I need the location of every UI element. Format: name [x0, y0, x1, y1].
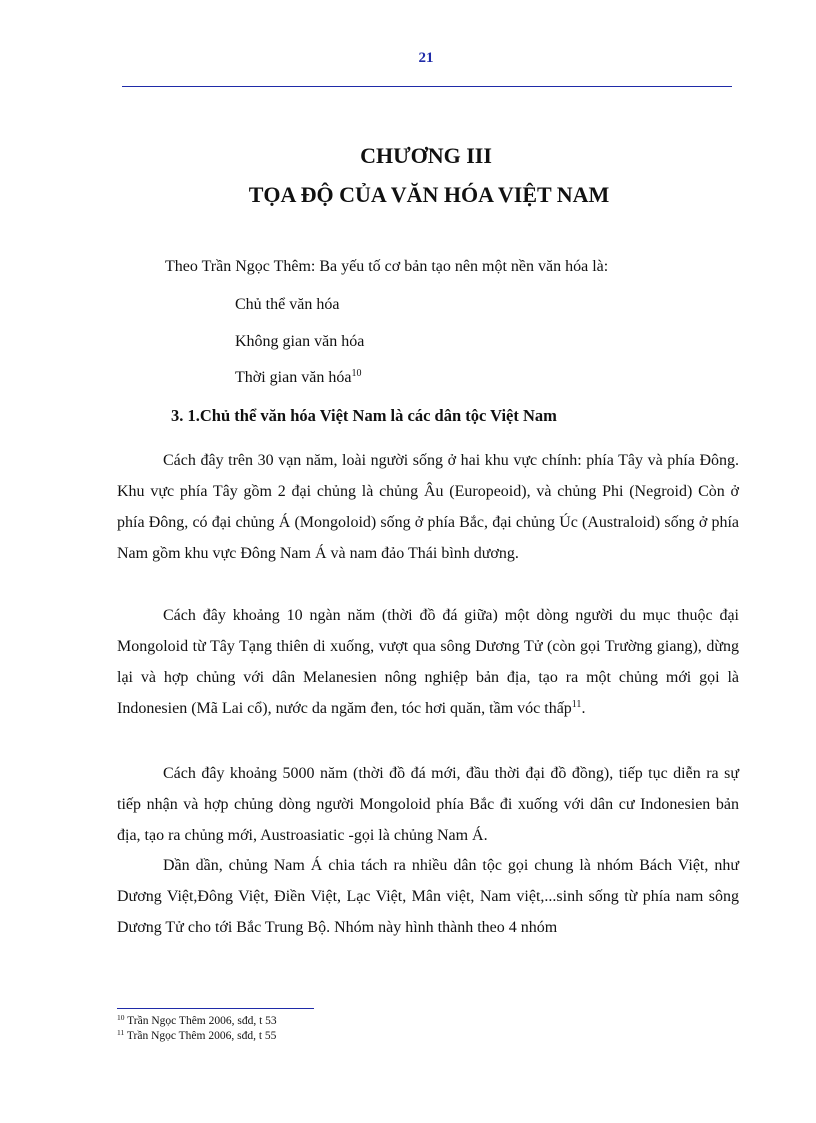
paragraph [117, 600, 739, 724]
footnote-text: Trần Ngọc Thêm 2006, sđd, t 55 [126, 1030, 277, 1042]
list-item-text: Không gian văn hóa [235, 333, 365, 350]
footnote-number: 10 [117, 1013, 125, 1022]
chapter-title: TỌA ĐỘ CỦA VĂN HÓA VIỆT NAM [248, 182, 610, 207]
intro-sentence: Theo Trần Ngọc Thêm: Ba yếu tố cơ bản tạo nên một nền văn hóa là: [165, 258, 609, 275]
paragraph-text: Cách đây khoảng 10 ngàn năm (thời đồ đá giữa) một dòng người du mục thuộc đại Mongoloid từ Tây Tạng thiên di xuống, vượt qua sông Dương Tử (còn gọi Trường giang), dừng lại và hợp chủng với dân Melanesien nông nghiệp bản địa, tạo ra một chủng mới gọi là Indonesien (Mã Lai cổ), nước da ngăm đen, tóc hơi quăn, tầm vóc thấp [117, 607, 739, 717]
footnote-ref: 11 [571, 699, 582, 710]
list-item-subject [235, 296, 339, 314]
list-item-time [235, 369, 361, 387]
list-item-text: Chủ thể văn hóa [235, 296, 340, 313]
footnote-ref: 10 [351, 368, 362, 379]
list-item-text: Thời gian văn hóa [235, 369, 352, 386]
paragraph [117, 850, 739, 943]
footnote-number: 11 [117, 1028, 125, 1037]
paragraph-text: Dần dần, chủng Nam Á chia tách ra nhiều dân tộc gọi chung là nhóm Bách Việt, như Dương Việt,Đông Việt, Điền Việt, Lạc Việt, Mân việt, Nam việt,...sinh sống từ phía nam sông Dương Tử cho tới Bắc Trung Bộ. Nhóm này hình thành theo 4 nhóm [117, 857, 739, 936]
footnote-text: Trần Ngọc Thêm 2006, sđd, t 53 [127, 1015, 277, 1027]
paragraph [117, 445, 739, 569]
section-heading: 3. 1.Chủ thể văn hóa Việt Nam là các dân tộc Việt Nam [171, 406, 557, 425]
paragraph-text: Cách đây khoảng 5000 năm (thời đồ đá mới, đầu thời đại đồ đồng), tiếp tục diễn ra sự tiếp nhận và hợp chủng dòng người Mongoloid phía Bắc đi xuống với dân cư Indonesien bản địa, tạo ra chủng mới, Austroasiatic -gọi là chủng Nam Á. [117, 765, 739, 844]
paragraph-tail: . [581, 700, 586, 717]
paragraph [117, 758, 739, 851]
header-divider [122, 86, 732, 87]
page-number: 21 [418, 50, 434, 66]
list-item-space [235, 333, 364, 351]
footnote-divider [117, 1008, 314, 1009]
chapter-number: CHƯƠNG III [360, 143, 492, 168]
footnote [117, 1030, 276, 1042]
footnote [117, 1015, 277, 1027]
paragraph-text: Cách đây trên 30 vạn năm, loài người sống ở hai khu vực chính: phía Tây và phía Đông. Khu vực phía Tây gồm 2 đại chủng là chủng Âu (Europeoid), và chủng Phi (Negroid) Còn ở phía Đông, có đại chủng Á (Mongoloid) sống ở phía Bắc, đại chủng Úc (Australoid) sống ở phía Nam gồm khu vực Đông Nam Á và nam đảo Thái bình dương. [117, 452, 739, 562]
